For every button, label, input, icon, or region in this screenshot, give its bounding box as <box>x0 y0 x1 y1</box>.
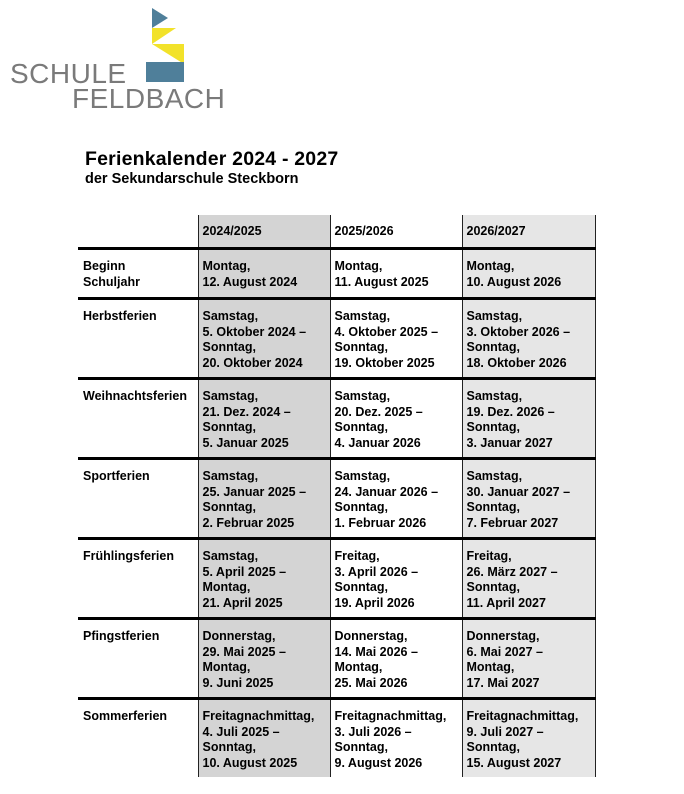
date-cell-line: Sonntag, <box>334 500 388 514</box>
row-label-line: Sommerferien <box>83 709 168 723</box>
date-cell-line: 11. August 2025 <box>334 274 429 289</box>
date-cell-line: 15. August 2027 <box>466 755 562 770</box>
date-cell-line: 9. August 2026 <box>334 755 423 770</box>
date-cell-line: Sonntag, <box>334 740 388 754</box>
header-year-3: 2026/2027 <box>462 215 595 249</box>
date-cell-line: Sonntag, <box>334 580 388 594</box>
date-cell-line: Donnerstag, <box>466 629 540 643</box>
row-label <box>78 299 198 379</box>
date-cell-line: Samstag, <box>202 389 259 403</box>
date-cell <box>462 699 595 777</box>
header-year-1: 2024/2025 <box>198 215 330 249</box>
date-cell-line: Sonntag, <box>334 340 388 354</box>
date-cell <box>198 379 330 459</box>
holiday-calendar-table <box>78 215 596 777</box>
title-block <box>85 148 338 188</box>
date-cell <box>462 249 595 299</box>
date-cell <box>330 619 462 699</box>
table-row <box>78 379 595 459</box>
header-blank-cell <box>78 215 198 249</box>
date-cell-line: Samstag, <box>202 469 259 483</box>
row-label-line: Herbstferien <box>83 309 157 323</box>
date-cell-line: 30. Januar 2027 – <box>466 484 571 499</box>
date-cell-line: 7. Februar 2027 <box>466 515 559 530</box>
header-year-2: 2025/2026 <box>330 215 462 249</box>
date-cell-line: Montag, <box>334 259 383 273</box>
page-subtitle: der Sekundarschule Steckborn <box>85 171 299 187</box>
row-label-line: Frühlingsferien <box>83 549 174 563</box>
date-cell <box>462 379 595 459</box>
date-cell-line: 26. März 2027 – <box>466 564 558 579</box>
date-cell <box>330 299 462 379</box>
date-cell <box>330 539 462 619</box>
date-cell-line: 25. Mai 2026 <box>334 675 408 690</box>
date-cell-line: 17. Mai 2027 <box>466 675 540 690</box>
date-cell-line: 2. Februar 2025 <box>202 515 295 530</box>
date-cell-line: 4. Januar 2026 <box>334 435 421 450</box>
date-cell-line: Sonntag, <box>466 740 520 754</box>
table-row <box>78 539 595 619</box>
table-row <box>78 699 595 777</box>
table-row <box>78 459 595 539</box>
table-row <box>78 619 595 699</box>
date-cell-line: 12. August 2024 <box>202 274 298 289</box>
date-cell <box>330 699 462 777</box>
date-cell-line: Freitagnachmittag, <box>466 709 579 723</box>
date-cell-line: 1. Februar 2026 <box>334 515 427 530</box>
date-cell <box>330 459 462 539</box>
date-cell-line: Sonntag, <box>466 500 520 514</box>
date-cell-line: Samstag, <box>202 309 259 323</box>
date-cell <box>462 539 595 619</box>
row-label-line: Pfingstferien <box>83 629 160 643</box>
date-cell-line: Montag, <box>466 660 515 674</box>
date-cell-line: 4. Oktober 2025 – <box>334 324 439 339</box>
date-cell <box>198 619 330 699</box>
date-cell-line: Freitag, <box>334 549 380 563</box>
date-cell-line: 3. Juli 2026 – <box>334 724 412 739</box>
date-cell-line: 19. April 2026 <box>334 595 415 610</box>
date-cell-line: 3. Oktober 2026 – <box>466 324 571 339</box>
date-cell-line: Montag, <box>202 580 251 594</box>
date-cell <box>198 299 330 379</box>
date-cell-line: 24. Januar 2026 – <box>334 484 439 499</box>
date-cell-line: 25. Januar 2025 – <box>202 484 307 499</box>
date-cell <box>198 699 330 777</box>
date-cell-line: 5. April 2025 – <box>202 564 287 579</box>
date-cell-line: Samstag, <box>334 469 391 483</box>
row-label <box>78 539 198 619</box>
table-row <box>78 299 595 379</box>
date-cell-line: Samstag, <box>334 389 391 403</box>
date-cell-line: Samstag, <box>466 309 523 323</box>
date-cell-line: 20. Oktober 2024 <box>202 355 303 370</box>
date-cell-line: Sonntag, <box>466 580 520 594</box>
date-cell-line: 9. Juli 2027 – <box>466 724 544 739</box>
date-cell-line: 5. Oktober 2024 – <box>202 324 307 339</box>
date-cell-line: 5. Januar 2025 <box>202 435 289 450</box>
date-cell <box>330 249 462 299</box>
school-logo <box>10 8 250 114</box>
date-cell-line: 10. August 2026 <box>466 274 562 289</box>
row-label <box>78 619 198 699</box>
date-cell-line: Sonntag, <box>202 340 256 354</box>
row-label <box>78 459 198 539</box>
row-label-line: Schuljahr <box>83 274 140 289</box>
row-label-line: Beginn <box>83 259 126 273</box>
row-label-line: Weihnachtsferien <box>83 389 187 403</box>
date-cell-line: Samstag, <box>202 549 259 563</box>
date-cell-line: 10. August 2025 <box>202 755 298 770</box>
date-cell <box>330 379 462 459</box>
date-cell-line: Montag, <box>202 660 251 674</box>
date-cell-line: 18. Oktober 2026 <box>466 355 567 370</box>
date-cell <box>198 459 330 539</box>
logo-mark-icon <box>144 8 194 83</box>
date-cell-line: 4. Juli 2025 – <box>202 724 280 739</box>
date-cell-line: 20. Dez. 2025 – <box>334 404 423 419</box>
date-cell-line: Montag, <box>334 660 383 674</box>
date-cell-line: 21. April 2025 <box>202 595 283 610</box>
date-cell <box>462 459 595 539</box>
date-cell-line: 3. Januar 2027 <box>466 435 553 450</box>
row-label-line: Sportferien <box>83 469 150 483</box>
date-cell-line: Montag, <box>202 259 251 273</box>
date-cell-line: Samstag, <box>334 309 391 323</box>
date-cell-line: Sonntag, <box>202 740 256 754</box>
row-label <box>78 249 198 299</box>
date-cell-line: Freitagnachmittag, <box>334 709 447 723</box>
date-cell-line: 14. Mai 2026 – <box>334 644 418 659</box>
logo-text-schule: SCHULE <box>10 58 127 89</box>
date-cell-line: 11. April 2027 <box>466 595 546 610</box>
date-cell-line: 19. Dez. 2026 – <box>466 404 555 419</box>
date-cell <box>462 619 595 699</box>
date-cell-line: Freitag, <box>466 549 512 563</box>
date-cell <box>462 299 595 379</box>
date-cell-line: 6. Mai 2027 – <box>466 644 543 659</box>
date-cell-line: Sonntag, <box>466 340 520 354</box>
date-cell-line: 19. Oktober 2025 <box>334 355 435 370</box>
date-cell-line: Donnerstag, <box>334 629 408 643</box>
table-header-row <box>78 215 595 249</box>
logo-text-feldbach: FELDBACH <box>72 83 226 114</box>
date-cell-line: Samstag, <box>466 469 523 483</box>
date-cell-line: 9. Juni 2025 <box>202 675 274 690</box>
table-row <box>78 249 595 299</box>
row-label <box>78 379 198 459</box>
date-cell-line: Sonntag, <box>202 500 256 514</box>
row-label <box>78 699 198 777</box>
date-cell <box>198 249 330 299</box>
date-cell <box>198 539 330 619</box>
date-cell-line: Freitagnachmittag, <box>202 709 315 723</box>
date-cell-line: Sonntag, <box>466 420 520 434</box>
date-cell-line: Donnerstag, <box>202 629 276 643</box>
date-cell-line: Sonntag, <box>202 420 256 434</box>
date-cell-line: Sonntag, <box>334 420 388 434</box>
date-cell-line: Montag, <box>466 259 515 273</box>
date-cell-line: 3. April 2026 – <box>334 564 419 579</box>
page-title: Ferienkalender 2024 - 2027 <box>85 148 339 170</box>
date-cell-line: 21. Dez. 2024 – <box>202 404 291 419</box>
date-cell-line: Samstag, <box>466 389 523 403</box>
date-cell-line: 29. Mai 2025 – <box>202 644 286 659</box>
